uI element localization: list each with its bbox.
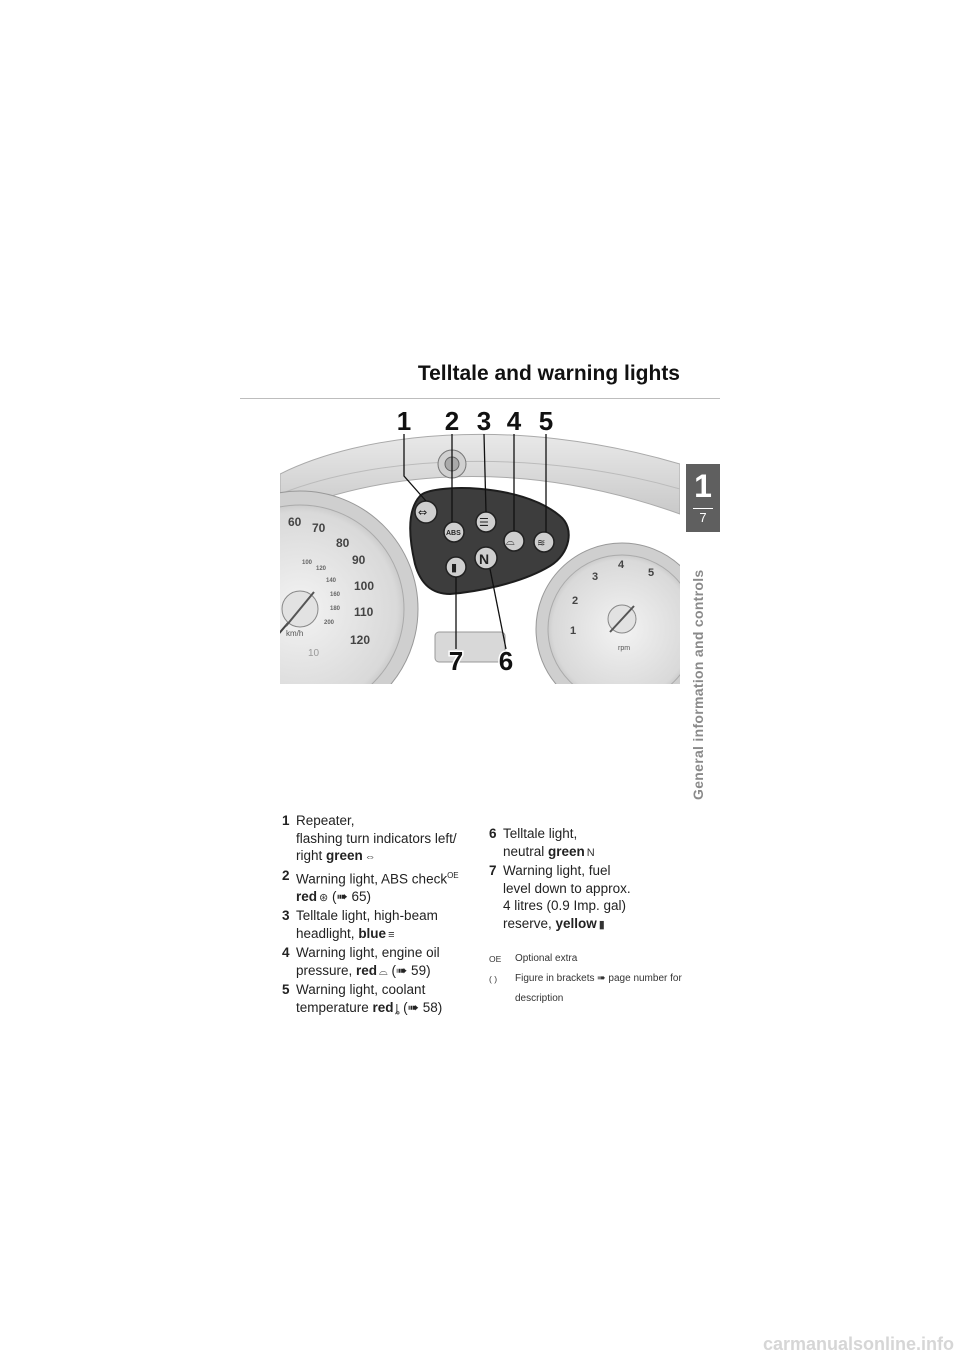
legend-column-left [282,812,482,1018]
fuel-icon: ▮ [451,561,458,574]
footnote [489,970,699,988]
optional-extra-mark: OE [447,870,459,880]
light-color: yellow [555,915,597,931]
neutral-icon: N [586,846,595,859]
legend-item-2 [282,867,482,908]
inner-tick-120: 120 [316,566,327,572]
fuel-icon: ▮ [598,918,605,931]
legend-column-right [489,825,689,934]
legend-line [296,888,482,908]
neutral-lens-label: N [479,551,490,567]
inner-tick-180: 180 [330,606,341,612]
callout-3: 3 [476,406,492,436]
legend-number: 3 [282,908,290,923]
legend-number: 2 [282,867,290,883]
legend-line: Warning light, coolant [296,982,426,997]
callout-4: 4 [506,406,522,436]
legend-line: temperature red ȴ (➠ 58) [296,999,482,1019]
footnotes [489,950,699,1010]
inner-tick-160: 160 [330,592,341,598]
speedo-tick-120: 120 [350,633,371,647]
legend-line: Warning light, engine oil [296,945,440,960]
footnote-text: description [515,993,564,1004]
page-number: 7 [699,510,707,525]
rpm-tick-5: 5 [648,567,655,579]
legend-item-1 [282,812,482,867]
legend-line: Telltale light, [503,826,578,841]
abs-icon: ⊛ [319,891,329,904]
title-rule [240,398,720,399]
footnote [489,990,699,1008]
page-reference: (➠ 59) [387,962,431,978]
legend-item-3 [282,907,482,944]
callout-2: 2 [444,406,460,436]
page-reference: (➠ 65) [328,888,372,904]
footnote [489,950,699,968]
legend-number: 4 [282,945,290,960]
speedo-tick-60: 60 [288,515,302,529]
rpm-tick-4: 4 [618,559,625,571]
legend-number: 1 [282,813,290,828]
instrument-cluster-figure [280,404,680,684]
legend-item-4 [282,944,482,981]
legend-line: right green ⇔ [296,847,482,867]
legend-line: Warning light, ABS check$^{OE}$ [296,870,459,886]
legend-line: pressure, red ⌓ (➠ 59) [296,962,482,982]
legend-line: 4 litres (0.9 Imp. gal) [503,898,627,913]
callout-7: 7 [448,646,464,676]
legend-number: 5 [282,982,290,997]
page-reference: (➠ 58) [399,999,443,1015]
footnote-key: OE [489,954,502,964]
speedo-tick-100: 100 [354,579,375,593]
odometer-value: 10 [308,648,320,659]
page-title: Telltale and warning lights [417,362,680,385]
light-color: green [548,843,585,859]
abs-lens-label: ABS [446,530,461,537]
speedo-tick-110: 110 [354,605,374,619]
legend-item-6 [489,825,689,862]
footnote-text: Figure in brackets ➠ page number for [515,973,682,984]
light-color: red [372,999,394,1015]
legend-line: level down to approx. [503,880,631,896]
legend-line: flashing turn indicators left/ [296,830,457,846]
legend-item-5 [282,981,482,1018]
inner-tick-200: 200 [324,620,335,626]
legend-line: headlight, blue ≡ [296,925,482,945]
rpm-tick-2: 2 [572,595,579,607]
oil-pressure-icon: ⌓ [379,965,388,978]
rpm-tick-1: 1 [570,625,577,637]
footnote-text: Optional extra [515,953,578,964]
coolant-icon: ≋ [537,538,546,549]
legend-line: Warning light, fuel [503,863,611,878]
callout-5: 5 [538,406,554,436]
oil-pressure-icon: ⌓ [506,535,515,548]
odometer-window [435,632,505,662]
high-beam-icon: ≡ [388,928,395,941]
legend-item-7 [489,862,689,934]
coolant-icon: ȴ [395,1002,400,1015]
high-beam-icon: ☰ [479,516,489,529]
rpm-unit-label: rpm [618,645,631,652]
inner-tick-100: 100 [302,560,313,566]
side-section-label: General information and controls [690,569,706,800]
footnote-key: ( ) [489,974,498,984]
light-color: red [296,888,318,904]
light-color: green [326,848,363,863]
chapter-number: 1 [694,468,712,504]
light-color: blue [358,925,387,941]
turn-indicator-icon: ⇔ [418,506,428,519]
light-color: red [356,962,378,978]
callout-1: 1 [396,406,412,436]
chapter-divider [693,508,713,509]
speedo-tick-80: 80 [336,536,350,550]
legend-line: reserve, yellow ▮ [503,915,689,935]
speedo-tick-70: 70 [312,521,326,535]
inner-tick-140: 140 [326,578,337,584]
rpm-tick-3: 3 [592,571,599,583]
legend-line: Repeater, [296,813,355,828]
speedo-tick-90: 90 [352,553,366,567]
turn-indicator-icon: ⇔ [364,851,376,863]
speedo-unit-label: km/h [286,629,304,638]
legend-number: 7 [489,863,497,878]
footer-watermark: carmanualsonline.info [762,1334,954,1354]
callout-6: 6 [498,646,514,676]
legend-line: neutral green N [503,843,689,863]
legend-number: 6 [489,826,497,841]
legend-line: Telltale light, high-beam [296,908,438,923]
